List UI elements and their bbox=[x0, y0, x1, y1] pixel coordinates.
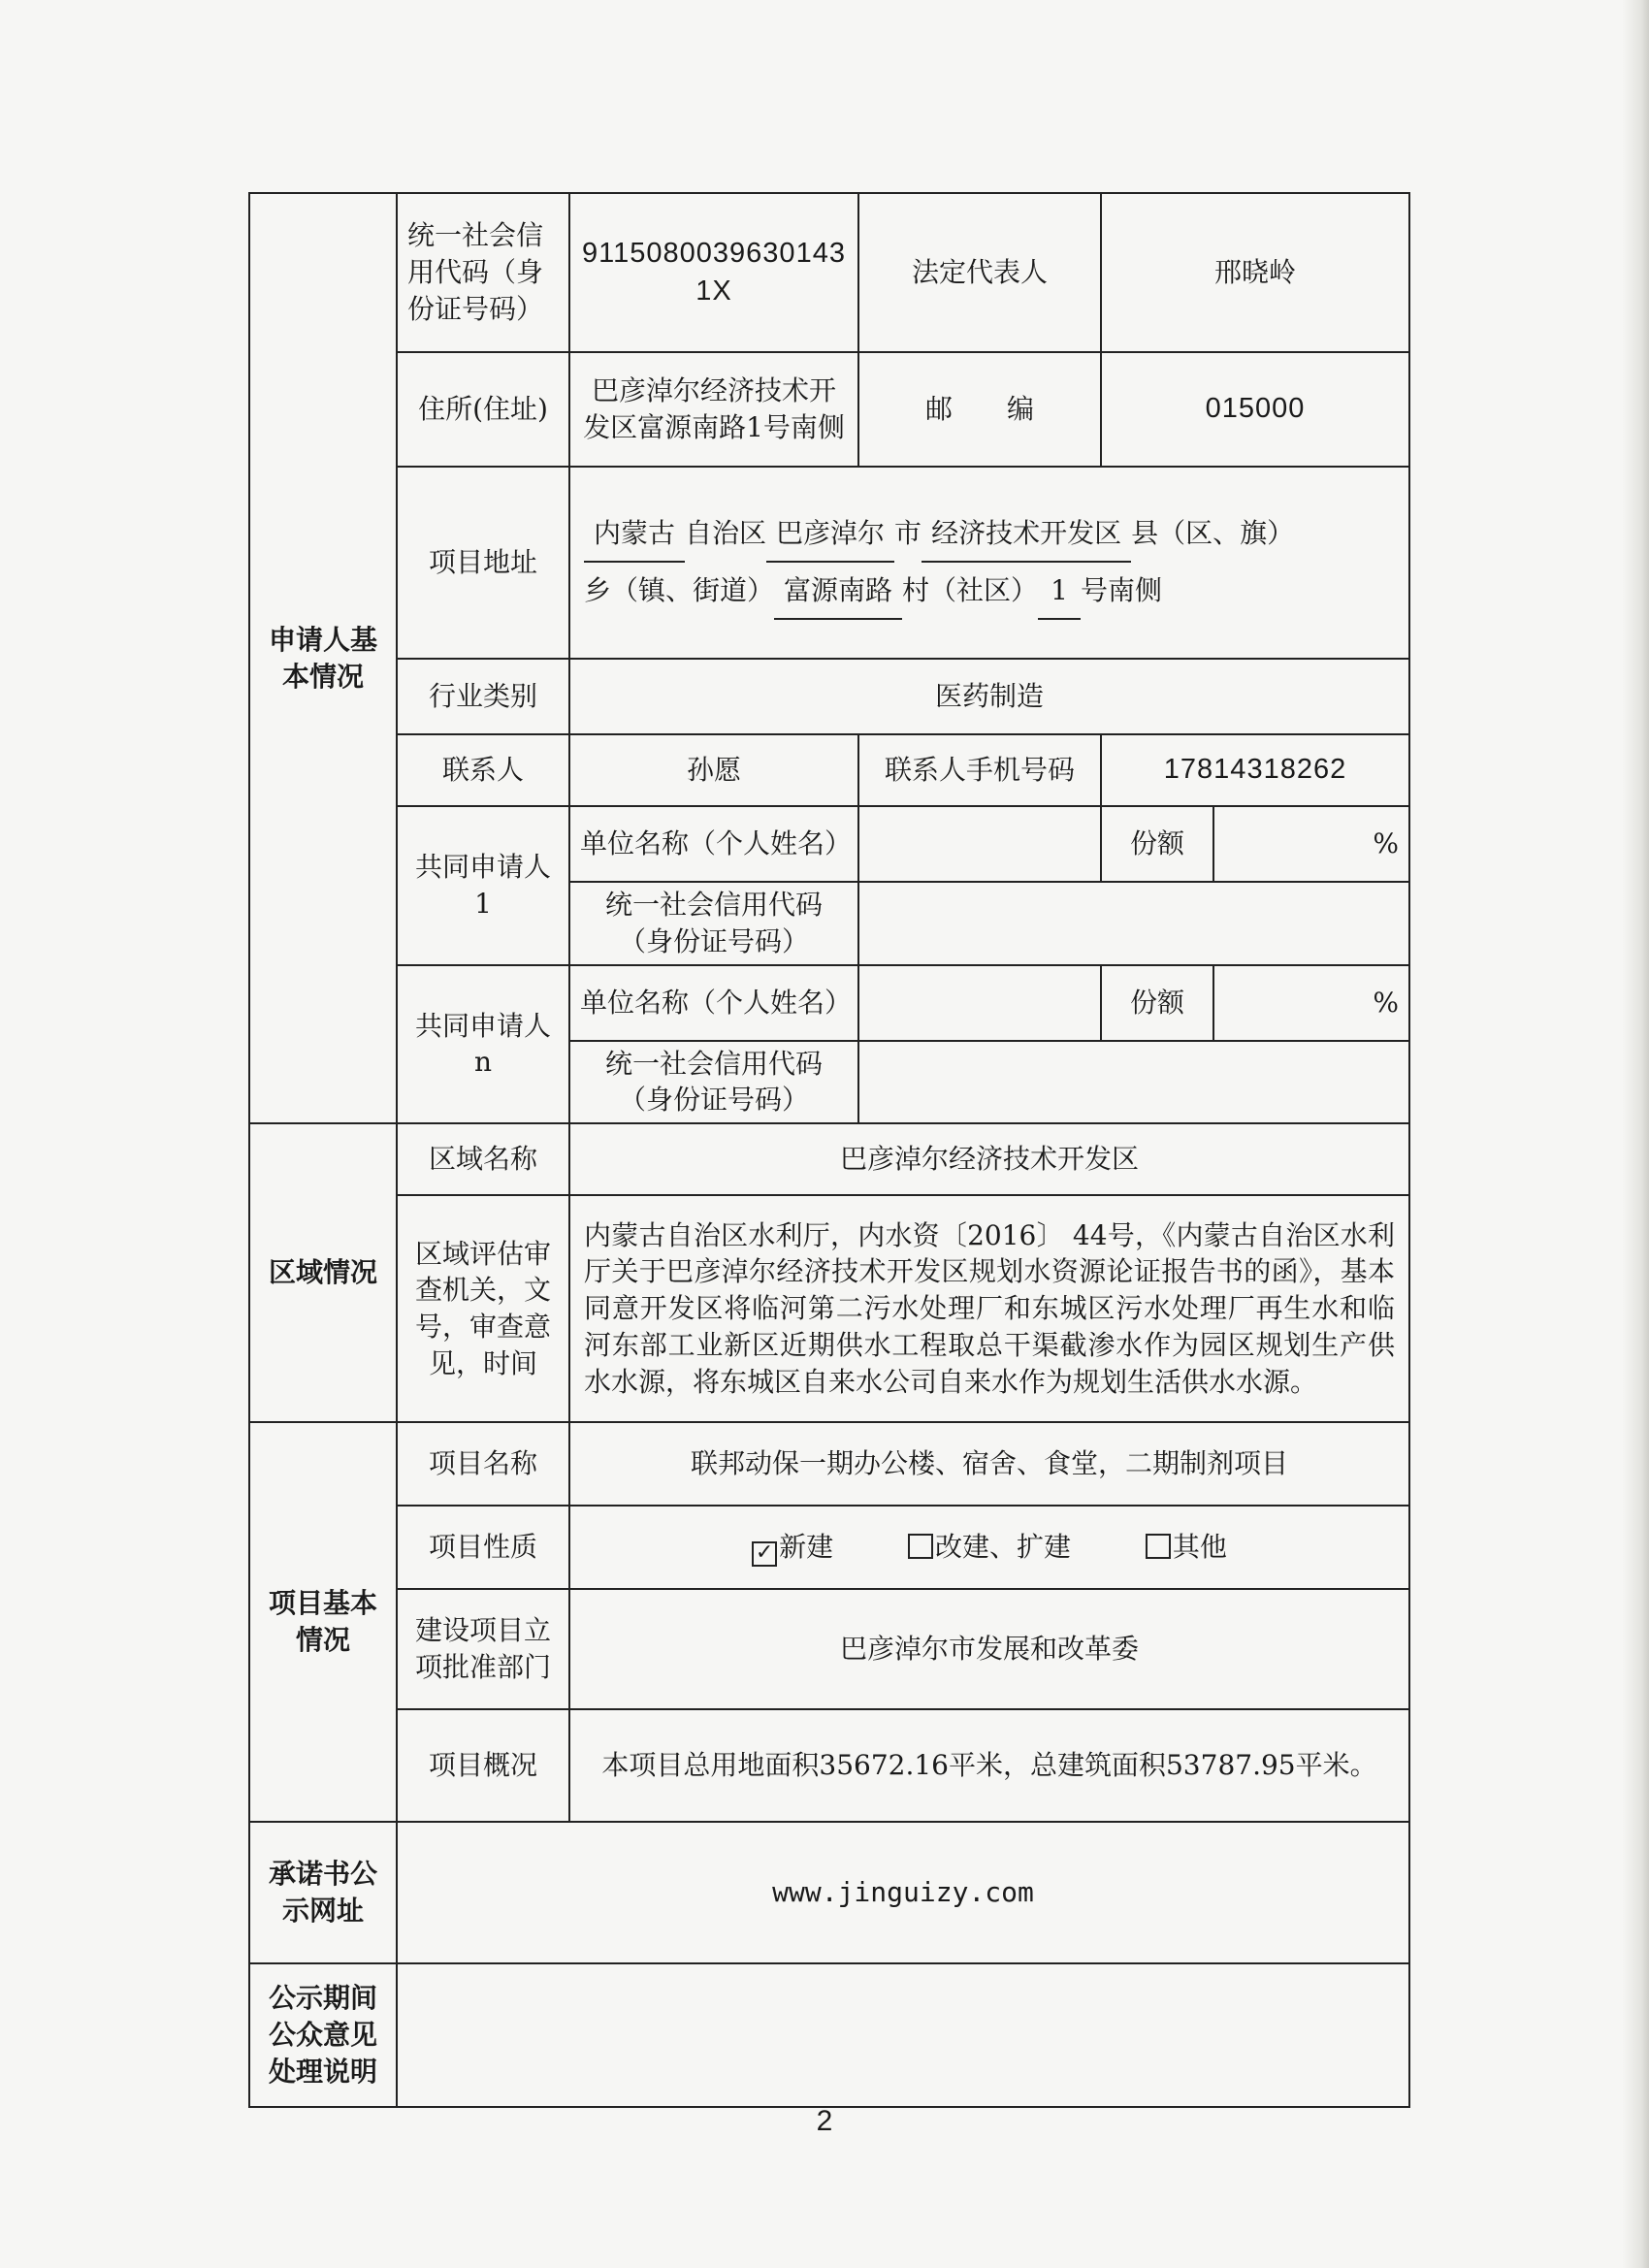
section-region: 区域情况 bbox=[249, 1123, 397, 1422]
project-overview-value: 本项目总用地面积35672.16平米，总建筑面积53787.95平米。 bbox=[569, 1709, 1409, 1822]
promise-url-value[interactable]: www.jinguizy.com bbox=[397, 1822, 1409, 1963]
row-industry bbox=[249, 659, 1409, 734]
co-applicant-n-code-value bbox=[858, 1041, 1409, 1124]
row-contact bbox=[249, 734, 1409, 806]
addr-city: 巴彦淖尔 bbox=[766, 505, 894, 563]
contact-label: 联系人 bbox=[397, 734, 569, 806]
co-applicant-1-code-label: 统一社会信用代码（身份证号码） bbox=[569, 882, 858, 965]
credit-code-value: 91150800396301431X bbox=[569, 193, 858, 352]
co-applicant-n-share-label: 份额 bbox=[1101, 965, 1213, 1041]
nature-option-other-label: 其他 bbox=[1172, 1530, 1227, 1563]
row-credit-code bbox=[249, 193, 1409, 352]
row-co-applicant-1-name bbox=[249, 806, 1409, 882]
industry-label: 行业类别 bbox=[397, 659, 569, 734]
industry-value: 医药制造 bbox=[569, 659, 1409, 734]
row-promise-url bbox=[249, 1822, 1409, 1963]
row-project-address bbox=[249, 467, 1409, 659]
region-review-label: 区域评估审查机关，文号，审查意见，时间 bbox=[397, 1195, 569, 1422]
phone-label: 联系人手机号码 bbox=[858, 734, 1101, 806]
legal-rep-value: 邢晓岭 bbox=[1101, 193, 1409, 352]
section-promise-url: 承诺书公示网址 bbox=[249, 1822, 397, 1963]
address-value: 巴彦淖尔经济技术开发区富源南路1号南侧 bbox=[569, 352, 858, 467]
row-address bbox=[249, 352, 1409, 467]
page-number: 2 bbox=[816, 2105, 833, 2137]
project-name-label: 项目名称 bbox=[397, 1422, 569, 1506]
co-applicant-1-name-value bbox=[858, 806, 1101, 882]
nature-option-new-label: 新建 bbox=[779, 1530, 834, 1563]
credit-code-label: 统一社会信用代码（身份证号码） bbox=[397, 193, 569, 352]
project-name-value: 联邦动保一期办公楼、宿舍、食堂，二期制剂项目 bbox=[569, 1422, 1409, 1506]
application-form-table bbox=[248, 192, 1410, 2108]
addr-county: 经济技术开发区 bbox=[922, 505, 1131, 563]
row-project-name bbox=[249, 1422, 1409, 1506]
region-name-label: 区域名称 bbox=[397, 1123, 569, 1195]
addr-village: 富源南路 bbox=[774, 563, 902, 620]
checkbox-empty-icon[interactable] bbox=[908, 1534, 933, 1559]
address-label: 住所(住址) bbox=[397, 352, 569, 467]
nature-option-other[interactable] bbox=[1146, 1529, 1227, 1566]
region-review-value: 内蒙古自治区水利厅，内水资〔2016〕 44号，《内蒙古自治区水利厅关于巴彦淖尔经济技术开发区规划水资源论证报告书的函》，基本同意开发区将临河第二污水处理厂和东城区污水处理厂再生水和临河东部工业新区近期供水工程取总干渠截渗水作为园区规划生产供水水源，将东城区自来水公司自来水作为规划生活供水水源。 bbox=[569, 1195, 1409, 1422]
project-approval-value: 巴彦淖尔市发展和改革委 bbox=[569, 1589, 1409, 1709]
region-name-value: 巴彦淖尔经济技术开发区 bbox=[569, 1123, 1409, 1195]
checkbox-empty-icon[interactable] bbox=[1146, 1534, 1171, 1559]
addr-town-suffix: 乡（镇、街道） bbox=[584, 574, 775, 606]
addr-village-suffix: 村（社区） bbox=[902, 574, 1039, 606]
addr-region: 内蒙古 bbox=[584, 505, 685, 563]
co-applicant-1-share-label: 份额 bbox=[1101, 806, 1213, 882]
postcode-value: 015000 bbox=[1101, 352, 1409, 467]
nature-option-rebuild[interactable] bbox=[908, 1529, 1071, 1566]
co-applicant-1-label: 共同申请人1 bbox=[397, 806, 569, 965]
section-opinion: 公示期间公众意见处理说明 bbox=[249, 1963, 397, 2107]
legal-rep-label: 法定代表人 bbox=[858, 193, 1101, 352]
addr-number: 1 bbox=[1038, 563, 1081, 620]
nature-option-rebuild-label: 改建、扩建 bbox=[935, 1530, 1072, 1563]
addr-number-suffix: 号南侧 bbox=[1081, 574, 1163, 606]
project-address-label: 项目地址 bbox=[397, 467, 569, 659]
co-applicant-1-share-unit: % bbox=[1213, 806, 1409, 882]
project-nature-options bbox=[569, 1506, 1409, 1589]
postcode-label: 邮 编 bbox=[858, 352, 1101, 467]
checkbox-checked-icon[interactable]: ✓ bbox=[752, 1541, 777, 1567]
co-applicant-1-code-value bbox=[858, 882, 1409, 965]
project-overview-label: 项目概况 bbox=[397, 1709, 569, 1822]
row-project-overview bbox=[249, 1709, 1409, 1822]
co-applicant-n-name-label: 单位名称（个人姓名） bbox=[569, 965, 858, 1041]
row-region-name bbox=[249, 1123, 1409, 1195]
row-co-applicant-n-name bbox=[249, 965, 1409, 1041]
co-applicant-n-name-value bbox=[858, 965, 1101, 1041]
section-applicant: 申请人基本情况 bbox=[249, 193, 397, 1123]
row-project-nature bbox=[249, 1506, 1409, 1589]
addr-county-suffix: 县（区、旗） bbox=[1131, 516, 1295, 549]
addr-region-suffix: 自治区 bbox=[685, 516, 767, 549]
phone-value: 17814318262 bbox=[1101, 734, 1409, 806]
row-opinion bbox=[249, 1963, 1409, 2107]
co-applicant-n-code-label: 统一社会信用代码（身份证号码） bbox=[569, 1041, 858, 1124]
opinion-value bbox=[397, 1963, 1409, 2107]
project-nature-label: 项目性质 bbox=[397, 1506, 569, 1589]
section-project: 项目基本情况 bbox=[249, 1422, 397, 1822]
co-applicant-n-label: 共同申请人n bbox=[397, 965, 569, 1124]
co-applicant-n-share-unit: % bbox=[1213, 965, 1409, 1041]
nature-option-new[interactable] bbox=[752, 1529, 833, 1567]
project-address-value bbox=[569, 467, 1409, 659]
co-applicant-1-name-label: 单位名称（个人姓名） bbox=[569, 806, 858, 882]
project-approval-label: 建设项目立项批准部门 bbox=[397, 1589, 569, 1709]
row-project-approval bbox=[249, 1589, 1409, 1709]
contact-value: 孙愿 bbox=[569, 734, 858, 806]
page-edge-shadow bbox=[1622, 0, 1649, 2268]
addr-city-suffix: 市 bbox=[894, 516, 922, 549]
row-region-review bbox=[249, 1195, 1409, 1422]
